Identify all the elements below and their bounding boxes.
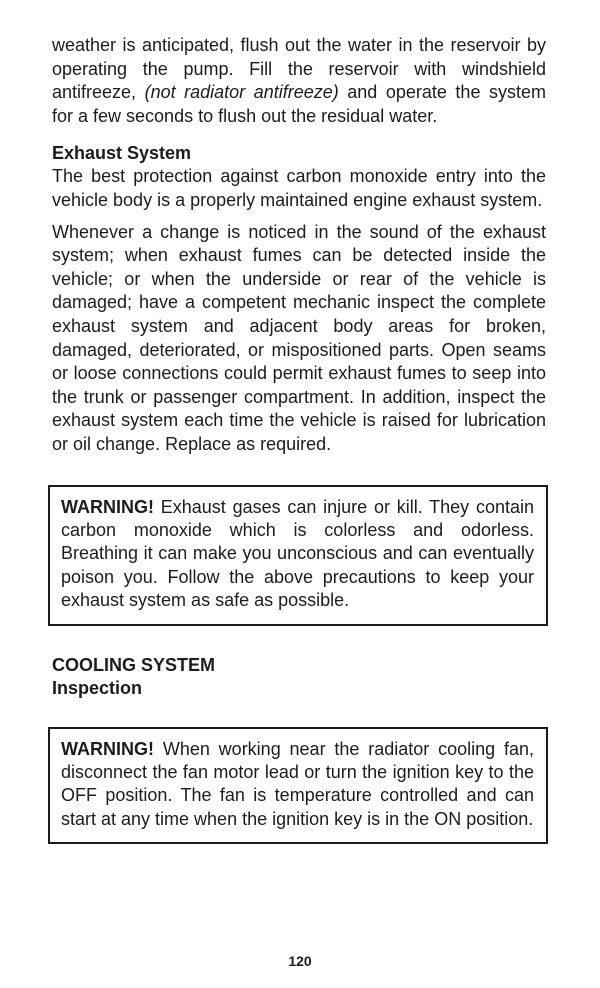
cooling-warning-box — [48, 727, 548, 845]
warning-body: Exhaust gases can injure or kill. They contain carbon monoxide which is colorless and odorless. Breathing it can make you unconscious and can eventually poison you. Follow the above precautions to keep your exhaust system as safe as possible. — [61, 496, 534, 611]
cooling-warning-text — [61, 738, 534, 832]
page-content — [52, 34, 546, 844]
warning-body: When working near the radiator cooling fan, disconnect the fan motor lead or turn the ignition key to the OFF position. The fan is temperature controlled and can start at any time when the ignition key is in the ON position. — [61, 738, 534, 829]
intro-paragraph — [52, 34, 546, 128]
page-number: 120 — [288, 953, 312, 969]
intro-emphasis: (not radiator antifreeze) — [144, 82, 339, 103]
exhaust-warning-box — [48, 485, 548, 626]
exhaust-paragraph-2: Whenever a change is noticed in the sound of the exhaust system; when exhaust fumes can be detected inside the vehicle; or when the underside or rear of the vehicle is damaged; have a competent mechanic inspect the complete exhaust system and adjacent body areas for broken, damaged, deteriorated, or mispositioned parts. Open seams or loose connections could permit exhaust fumes to seep into the trunk or passenger compartment. In addition, inspect the exhaust system each time the vehicle is raised for lubrication or oil change. Replace as required. — [52, 221, 546, 454]
exhaust-paragraph-1: The best protection against carbon monoxide entry into the vehicle body is a properly maintained engine exhaust system. — [52, 166, 546, 210]
warning-label: WARNING! — [61, 496, 154, 517]
inspection-subheading: Inspection — [52, 677, 143, 698]
warning-label: WARNING! — [61, 738, 154, 759]
exhaust-warning-text — [61, 496, 534, 613]
intro-text-start: weather is anticipated, flush out the water in the reservoir by operating the pump. Fill the reservoir with windshield antifreeze, — [52, 35, 546, 103]
intro-text-end: and operate the system for a few seconds to flush out the residual water. — [52, 82, 546, 126]
exhaust-system-heading: Exhaust System — [52, 143, 192, 164]
cooling-system-heading: COOLING SYSTEM — [52, 654, 216, 675]
